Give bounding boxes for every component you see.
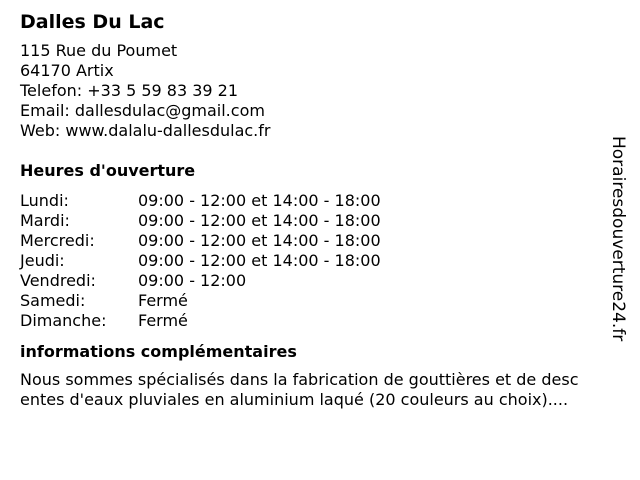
hours-row-mardi <box>20 211 610 231</box>
web-line: Web: www.dalalu-dallesdulac.fr <box>20 121 271 140</box>
day-hours: 09:00 - 12:00 et 14:00 - 18:00 <box>138 231 381 250</box>
day-hours: 09:00 - 12:00 et 14:00 - 18:00 <box>138 211 381 230</box>
city-postal: 64170 Artix <box>20 61 114 80</box>
street-address: 115 Rue du Poumet <box>20 41 178 60</box>
description-line-1: Nous sommes spécialisés dans la fabrication de gouttières et de desc <box>20 370 579 389</box>
day-label: Mardi: <box>20 211 70 230</box>
hours-row-lundi <box>20 191 610 211</box>
hours-table <box>20 191 610 331</box>
day-label: Dimanche: <box>20 311 107 330</box>
day-hours: 09:00 - 12:00 et 14:00 - 18:00 <box>138 191 381 210</box>
watermark-text: Horairesdouverture24.fr <box>608 136 628 342</box>
hours-row-samedi <box>20 291 610 311</box>
hours-row-jeudi <box>20 251 610 271</box>
phone-line: Telefon: +33 5 59 83 39 21 <box>20 81 239 100</box>
hours-heading: Heures d'ouverture <box>20 161 196 180</box>
description-line-2: entes d'eaux pluviales en aluminium laqué (20 couleurs au choix).... <box>20 390 569 409</box>
address-block <box>20 41 610 141</box>
business-name: Dalles Du Lac <box>20 11 165 33</box>
business-card <box>20 10 610 410</box>
hours-row-dimanche <box>20 311 610 331</box>
day-hours: 09:00 - 12:00 et 14:00 - 18:00 <box>138 251 381 270</box>
day-label: Lundi: <box>20 191 69 210</box>
info-heading: informations complémentaires <box>20 342 297 361</box>
day-label: Vendredi: <box>20 271 96 290</box>
hours-row-mercredi <box>20 231 610 251</box>
day-label: Jeudi: <box>20 251 65 270</box>
day-label: Mercredi: <box>20 231 95 250</box>
day-hours: Fermé <box>138 291 188 310</box>
day-label: Samedi: <box>20 291 86 310</box>
day-hours: Fermé <box>138 311 188 330</box>
day-hours: 09:00 - 12:00 <box>138 271 247 290</box>
email-line: Email: dallesdulac@gmail.com <box>20 101 265 120</box>
hours-row-vendredi <box>20 271 610 291</box>
